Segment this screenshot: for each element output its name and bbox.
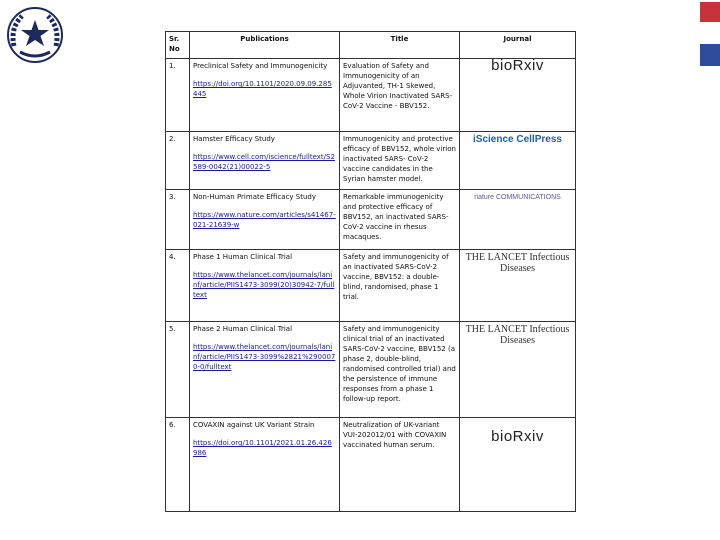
publication-link[interactable]: https://doi.org/10.1101/2021.01.26.426986 [193,439,332,457]
blue-flag-stripe [700,44,720,66]
header-publications: Publications [190,32,340,59]
sr-cell: 2. [166,132,190,190]
header-title: Title [340,32,460,59]
publication-name: Preclinical Safety and Immunogenicity [193,62,328,70]
sr-cell: 5. [166,322,190,418]
title-cell: Neutralization of UK-variant VUI-202012/01 with COVAXIN vaccinated human serum. [340,418,460,512]
publication-link[interactable]: https://doi.org/10.1101/2020.09.09.285445 [193,80,332,98]
biorxiv-logo: bioRxiv [491,57,544,74]
title-cell: Immunogenicity and protective efficacy of BBV152, whole virion inactivated SARS- CoV-2 vaccine candidates in the Syrian hamster model. [340,132,460,190]
table-row [166,322,576,418]
publication-link[interactable]: https://www.thelancet.com/journals/laninf/article/PIIS1473-3099(20)30942-7/fulltext [193,271,335,299]
header-sr-no: Sr. No [166,32,190,59]
publication-name: Phase 1 Human Clinical Trial [193,253,293,261]
sr-cell: 4. [166,250,190,322]
table-row [166,132,576,190]
biorxiv-logo: bioRxiv [491,428,544,445]
title-cell: Evaluation of Safety and Immunogenicity of an Adjuvanted, TH-1 Skewed, Whole Virion Inactivated SARS-CoV-2 Vaccine - BBV152. [340,59,460,132]
publication-cell [190,190,340,250]
publication-cell [190,132,340,190]
sr-cell: 6. [166,418,190,512]
title-cell: Safety and immunogenicity clinical trial of an inactivated SARS-CoV-2 vaccine, BBV152 (a phase 2, double-blind, randomised controlled trial) and the persistence of immune responses from a phase 1 follow-up report. [340,322,460,418]
sr-cell: 3. [166,190,190,250]
journal-cell [460,418,576,512]
publication-cell [190,418,340,512]
red-flag-stripe [700,2,720,22]
publication-link[interactable]: https://www.nature.com/articles/s41467-021-21639-w [193,211,336,229]
publication-name: Phase 2 Human Clinical Trial [193,325,293,333]
emblem-seal-icon [6,6,64,64]
publication-cell [190,322,340,418]
iscience-cellpress-logo: iScience CellPress [473,134,562,145]
journal-cell [460,59,576,132]
publication-link[interactable]: https://www.thelancet.com/journals/laninf/article/PIIS1473-3099%2821%2900070-0/fulltext [193,343,336,371]
sr-cell: 1. [166,59,190,132]
table-row [166,418,576,512]
title-cell: Safety and immunogenicity of an inactivated SARS-CoV-2 vaccine, BBV152: a double-blind, randomised, phase 1 trial. [340,250,460,322]
publication-cell [190,250,340,322]
journal-cell [460,250,576,322]
publication-name: Non-Human Primate Efficacy Study [193,193,317,201]
publication-name: COVAXIN against UK Variant Strain [193,421,315,429]
journal-cell [460,190,576,250]
publication-link[interactable]: https://www.cell.com/iscience/fulltext/S2589-0042(21)00022-5 [193,153,335,171]
table-header-row [166,32,576,59]
lancet-infectious-diseases-logo: THE LANCET Infectious Diseases [465,252,570,274]
journal-cell [460,132,576,190]
nature-communications-logo: nature COMMUNICATIONS [474,194,561,201]
lancet-infectious-diseases-logo: THE LANCET Infectious Diseases [465,324,570,346]
header-journal: Journal [460,32,576,59]
table-row [166,59,576,132]
publication-name: Hamster Efficacy Study [193,135,275,143]
publications-table [165,31,576,512]
publication-cell [190,59,340,132]
journal-cell [460,322,576,418]
table-row [166,190,576,250]
title-cell: Remarkable immunogenicity and protective efficacy of BBV152, an inactivated SARS-CoV-2 vaccine in rhesus macaques. [340,190,460,250]
table-row [166,250,576,322]
